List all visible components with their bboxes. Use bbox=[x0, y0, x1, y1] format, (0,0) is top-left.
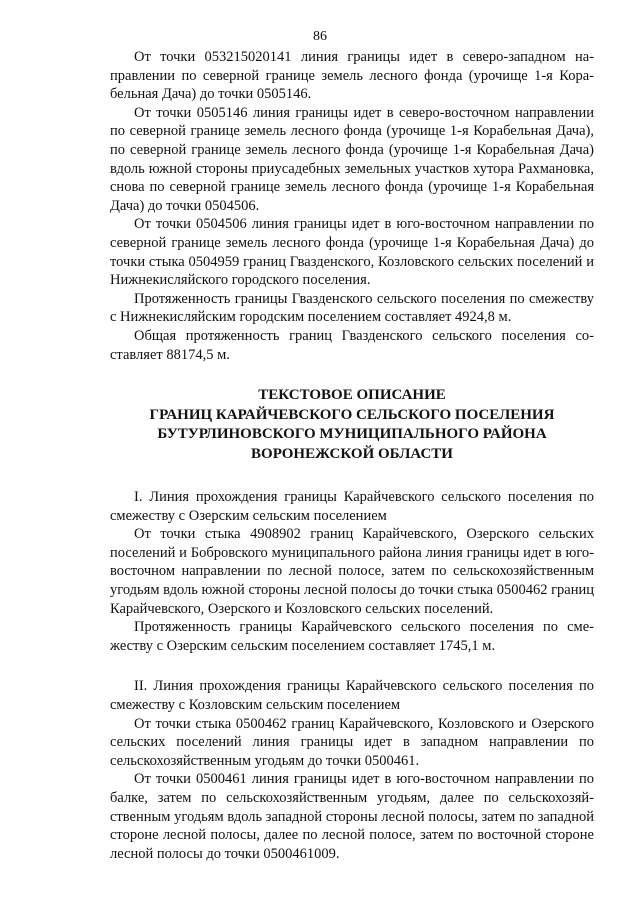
part-2 bbox=[110, 677, 594, 863]
section-heading bbox=[110, 386, 594, 464]
paragraph: От точки стыка 0500462 границ Карайчевского, Козловского и Озерского сельских поселений линия границы идет в западном направлении по сельскохозяйственным угодьям до точки 0500461. bbox=[110, 715, 594, 769]
paragraph: От точки 0505146 линия границы идет в северо-восточном направлении по северной границе земель лесного фонда (урочище 1-я Корабельная Дача), по северной границе земель лесного фонда (урочище 1-я Корабельная Дача) вдоль южной стороны приусадебных земельных участков хутора Рахмановка, снова по северной границе земель лесного фонда (урочище 1-я Корабельная Дача) до точки 0504506. bbox=[110, 104, 594, 214]
paragraph: От точки 0500461 линия границы идет в юго-восточном направлении по балке, затем по сельскохозяйственным угодьям, далее по сельскохозяйственным угодьям вдоль западной стороны лесной полосы, затем по западной стороне лесной полосы, далее по лесной полосе, затем по восточной стороне лесной полосы до точки 0500461009. bbox=[110, 771, 594, 862]
part-1 bbox=[110, 488, 594, 655]
document-body bbox=[110, 48, 594, 863]
heading-line-2: ГРАНИЦ КАРАЙЧЕВСКОГО СЕЛЬСКОГО ПОСЕЛЕНИЯ bbox=[149, 406, 555, 423]
page-number: 86 bbox=[313, 29, 327, 44]
paragraph: От точки 053215020141 линия границы идет в северо-западном направлении по северной границе земель лесного фонда (урочище 1-я Корабельная Дача) до точки 0505146. bbox=[110, 49, 594, 103]
paragraph: От точки 0504506 линия границы идет в юго-восточном направлении по северной границе земель лесного фонда (урочище 1-я Корабельная Дача) до точки стыка 0504959 границ Гвазденского, Козловского сельских поселений и Нижнекисляйского городского поселения. bbox=[110, 216, 594, 289]
paragraph: Протяженность границы Карайчевского сельского поселения по смежеству с Озерским сельским поселением составляет 1745,1 м. bbox=[110, 619, 594, 654]
heading-line-1: ТЕКСТОВОЕ ОПИСАНИЕ bbox=[258, 387, 446, 404]
heading-line-4: ВОРОНЕЖСКОЙ ОБЛАСТИ bbox=[251, 445, 453, 462]
section-gvazden-end bbox=[110, 48, 594, 364]
part-2-title: II. Линия прохождения границы Карайчевского сельского поселения по смежеству с Козловским сельским поселением bbox=[110, 678, 594, 714]
heading-line-3: БУТУРЛИНОВСКОГО МУНИЦИПАЛЬНОГО РАЙОНА bbox=[157, 426, 547, 443]
part-1-title: I. Линия прохождения границы Карайчевского сельского поселения по смежеству с Озерским сельским поселением bbox=[110, 489, 594, 524]
paragraph: Протяженность границы Гвазденского сельского поселения по смежеству с Нижнекисляйским городским поселением составляет 4924,8 м. bbox=[110, 290, 594, 326]
paragraph: Общая протяженность границ Гвазденского сельского поселения составляет 88174,5 м. bbox=[110, 327, 594, 363]
paragraph: От точки стыка 4908902 границ Карайчевского, Озерского сельских поселений и Бобровского муниципального района линия границы идет в юго-восточном направлении по лесной полосе, затем по сельскохозяйственным угодьям вдоль южной стороны лесной полосы до точки стыка 0500462 границ Карайчевского, Озерского и Козловского сельских поселений. bbox=[110, 526, 594, 617]
